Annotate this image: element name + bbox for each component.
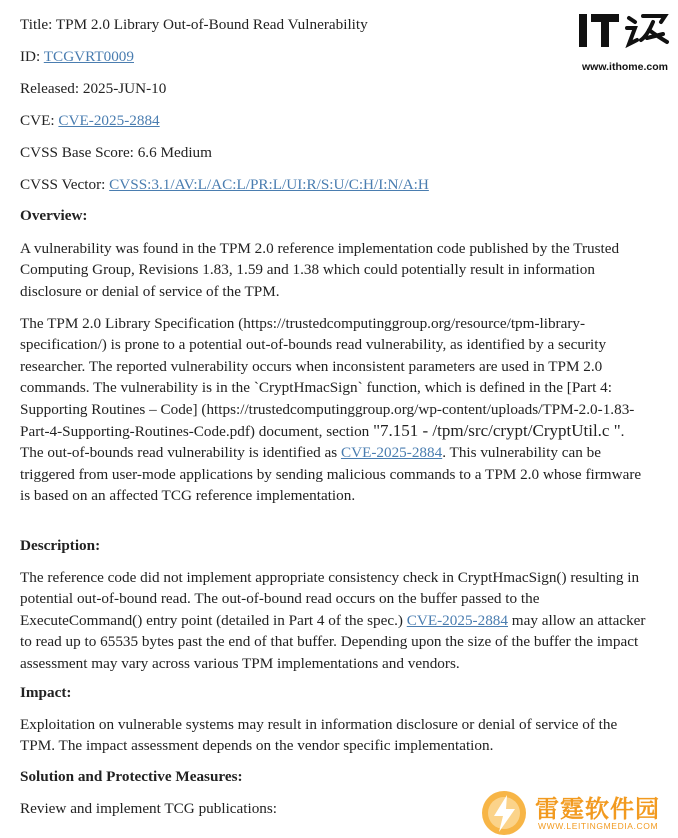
- leiting-watermark: [478, 785, 678, 838]
- overview-p2-code: "7.151 - /tpm/src/crypt/CryptUtil.c ": [373, 421, 621, 441]
- cvss-score: 6.6 Medium: [137, 144, 212, 161]
- description-heading: Description:: [20, 537, 101, 554]
- released-line: [20, 80, 166, 98]
- overview-p2-mid: . The out-of-bounds read vulnerability is identified as: [20, 423, 625, 462]
- leiting-url: WWW.LEITINGMEDIA.COM: [538, 821, 659, 831]
- impact-paragraph: Exploitation on vulnerable systems may result in information disclosure or denial of service of the TPM. The impact assessment depends on the vendor specific implementation.: [20, 716, 618, 755]
- overview-heading: Overview:: [20, 207, 88, 224]
- solution-heading: Solution and Protective Measures:: [20, 768, 243, 785]
- released-label: Released:: [20, 80, 80, 97]
- cve-label: CVE:: [20, 112, 55, 129]
- description-text: The reference code did not implement appropriate consistency check in CryptHmacSign() resulting in potential out-of-bound read. The out-of-bound read occurs on the buffer passed to the ExecuteCommand() entry point (detailed in Part 4 of the spec.): [20, 569, 640, 629]
- released-date: 2025-JUN-10: [82, 80, 167, 97]
- impact-heading: Impact:: [20, 684, 72, 701]
- overview-p2-end: . This vulnerability can be triggered from user-mode applications by sending malicious commands to a TPM 2.0 whose firmware is based on an affected TCG reference implementation.: [20, 444, 642, 505]
- id-link[interactable]: TCGVRT0009: [43, 48, 134, 65]
- solution-paragraph: Review and implement TCG publications:: [20, 800, 278, 817]
- cvss-vector-link[interactable]: CVSS:3.1/AV:L/AC:L/PR:L/UI:R/S:U/C:H/I:N/A:H: [109, 176, 429, 193]
- cvss-vector-label: CVSS Vector:: [20, 176, 106, 193]
- description-cve-link[interactable]: CVE-2025-2884: [406, 611, 508, 629]
- title-line: [20, 16, 368, 34]
- cve-link[interactable]: CVE-2025-2884: [58, 112, 160, 129]
- cvss-score-label: CVSS Base Score:: [20, 144, 134, 161]
- ithome-url: www.ithome.com: [582, 61, 668, 73]
- overview-cve-link[interactable]: CVE-2025-2884: [340, 444, 443, 462]
- ithome-watermark: [577, 10, 673, 73]
- leiting-logo-icon: [480, 789, 528, 837]
- cve-line: [20, 112, 160, 130]
- title-label: Title:: [20, 16, 53, 33]
- overview-paragraph-2: [20, 313, 648, 507]
- cvss-score-line: [20, 144, 212, 162]
- ithome-logo-icon: [577, 10, 673, 50]
- cvss-vector-line: [20, 176, 429, 194]
- id-label: ID:: [20, 48, 41, 65]
- overview-paragraph-1: A vulnerability was found in the TPM 2.0 reference implementation code published by the Trusted Computing Group, Revisions 1.83, 1.59 and 1.38 which could potentially result in information disclosure or denial of service of the TPM.: [20, 240, 620, 300]
- leiting-name: 雷霆软件园: [535, 795, 660, 823]
- overview-p2-text: The TPM 2.0 Library Specification (https://trustedcomputinggroup.org/resource/tpm-library-specification/) is prone to a potential out-of-bounds read vulnerability, as identified by a security researcher. The reported vulnerability occurs when inconsistent parameters are used in TPM 2.0 commands. The vulnerability is in the `CryptHmacSign` function, which is defined in the [Part 4: Supporting Routines – Code] (https://trustedcomputinggroup.org/wp-content/uploads/TPM-2.0-1.83-Part-4-Supporting-Routines-Code.pdf) document, section: [20, 315, 635, 441]
- id-line: [20, 48, 134, 66]
- advisory-title: TPM 2.0 Library Out-of-Bound Read Vulnerability: [55, 16, 368, 33]
- description-paragraph: [20, 567, 648, 674]
- description-text-end: may allow an attacker to read up to 65535 bytes past the end of that buffer. Depending upon the size of the buffer the impact assessment may vary across various TPM implementations and vendors.: [20, 611, 646, 672]
